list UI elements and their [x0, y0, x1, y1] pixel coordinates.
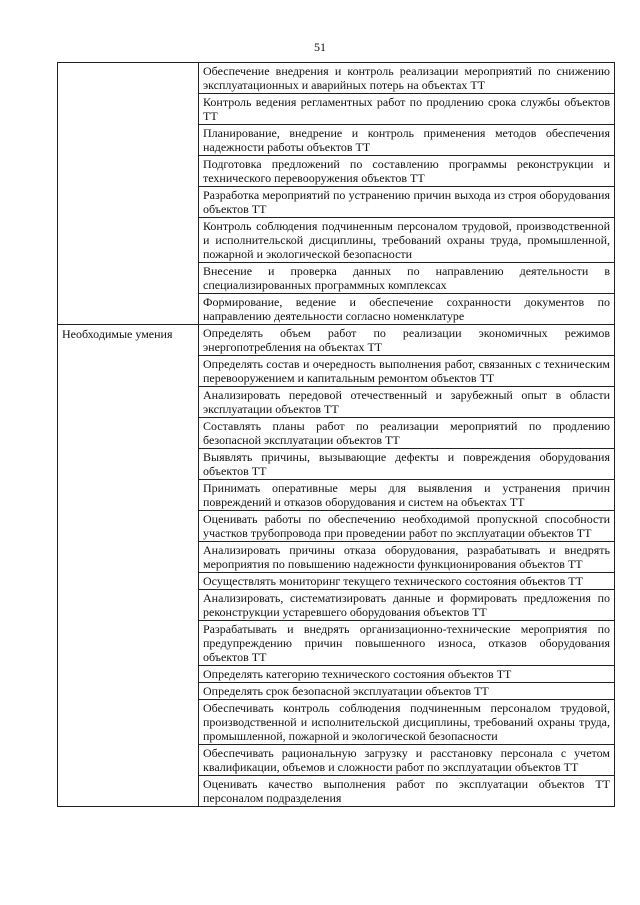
item-cell	[199, 294, 615, 325]
item-cell	[199, 683, 615, 700]
item-text: Оценивать качество выполнения работ по эксплуатации объектов ТТ персоналом подразделения	[203, 777, 610, 805]
item-cell	[199, 542, 615, 573]
item-text: Оценивать работы по обеспечению необходимой пропускной способности участков трубопровода при проведении работ по эксплуатации объектов ТТ	[203, 512, 610, 540]
item-cell	[199, 590, 615, 621]
item-cell	[199, 480, 615, 511]
item-cell	[199, 125, 615, 156]
item-text: Контроль соблюдения подчиненным персоналом трудовой, производственной и исполнительской дисциплины, требований охраны труда, промышленной, пожарной и экологической безопасности	[203, 219, 610, 261]
item-text: Планирование, внедрение и контроль применения методов обеспечения надежности работы объектов ТТ	[203, 126, 610, 154]
item-text: Анализировать, систематизировать данные и формировать предложения по реконструкции устаревшего оборудования объектов ТТ	[203, 591, 610, 619]
item-cell	[199, 700, 615, 745]
item-text: Анализировать причины отказа оборудования, разрабатывать и внедрять мероприятия по повышению надежности функционирования объектов ТТ	[203, 543, 610, 571]
item-cell	[199, 573, 615, 590]
item-cell	[199, 621, 615, 666]
item-cell	[199, 63, 615, 94]
item-cell	[199, 94, 615, 125]
item-text: Разработка мероприятий по устранению причин выхода из строя оборудования объектов ТТ	[203, 188, 610, 216]
item-text: Формирование, ведение и обеспечение сохранности документов по направлению деятельности согласно номенклатуре	[203, 295, 610, 323]
item-text: Внесение и проверка данных по направлению деятельности в специализированных программных комплексах	[203, 264, 610, 292]
section-label-cell	[58, 63, 199, 325]
page-number: 51	[314, 40, 326, 54]
item-text: Обеспечивать рациональную загрузку и расстановку персонала с учетом квалификации, объемов и сложности работ по эксплуатации объектов ТТ	[203, 746, 610, 774]
item-text: Осуществлять мониторинг текущего технического состояния объектов ТТ	[203, 574, 583, 588]
item-text: Подготовка предложений по составлению программы реконструкции и технического перевооружения объектов ТТ	[203, 157, 610, 185]
table-body	[58, 63, 615, 807]
item-cell	[199, 356, 615, 387]
item-text: Выявлять причины, вызывающие дефекты и повреждения оборудования объектов ТТ	[203, 450, 610, 478]
item-cell	[199, 666, 615, 683]
item-cell	[199, 511, 615, 542]
item-cell	[199, 418, 615, 449]
item-text: Определять объем работ по реализации экономичных режимов энергопотребления на объектах ТТ	[203, 326, 610, 354]
item-text: Обеспечение внедрения и контроль реализации мероприятий по снижению эксплуатационных и аварийных потерь на объектах ТТ	[203, 64, 610, 92]
section-label	[62, 64, 194, 65]
item-cell	[199, 449, 615, 480]
section-label-cell	[58, 325, 199, 807]
table-row	[58, 63, 615, 94]
item-text: Определять категорию технического состояния объектов ТТ	[203, 667, 512, 681]
section-label: Необходимые умения	[62, 327, 173, 341]
item-cell	[199, 745, 615, 776]
item-text: Определять состав и очередность выполнения работ, связанных с техническим перевооружением и капитальным ремонтом объектов ТТ	[203, 357, 610, 385]
item-cell	[199, 387, 615, 418]
item-cell	[199, 156, 615, 187]
item-cell	[199, 218, 615, 263]
item-text: Анализировать передовой отечественный и зарубежный опыт в области эксплуатации объектов ТТ	[203, 388, 610, 416]
item-cell	[199, 776, 615, 807]
item-text: Составлять планы работ по реализации мероприятий по продлению безопасной эксплуатации объектов ТТ	[203, 419, 610, 447]
item-text: Принимать оперативные меры для выявления и устранения причин повреждений и отказов оборудования и систем на объектах ТТ	[203, 481, 610, 509]
item-text: Разрабатывать и внедрять организационно-технические мероприятия по предупреждению причин повышенного износа, отказов оборудования объектов ТТ	[203, 622, 610, 664]
item-cell	[199, 325, 615, 356]
item-text: Контроль ведения регламентных работ по продлению срока службы объектов ТТ	[203, 95, 610, 123]
item-cell	[199, 263, 615, 294]
requirements-table	[57, 62, 615, 807]
item-text: Обеспечивать контроль соблюдения подчиненным персоналом трудовой, производственной и исполнительской дисциплины, требований охраны труда, промышленной, пожарной и экологической безопасности	[203, 701, 610, 743]
table-row	[58, 325, 615, 356]
item-cell	[199, 187, 615, 218]
item-text: Определять срок безопасной эксплуатации объектов ТТ	[203, 684, 489, 698]
